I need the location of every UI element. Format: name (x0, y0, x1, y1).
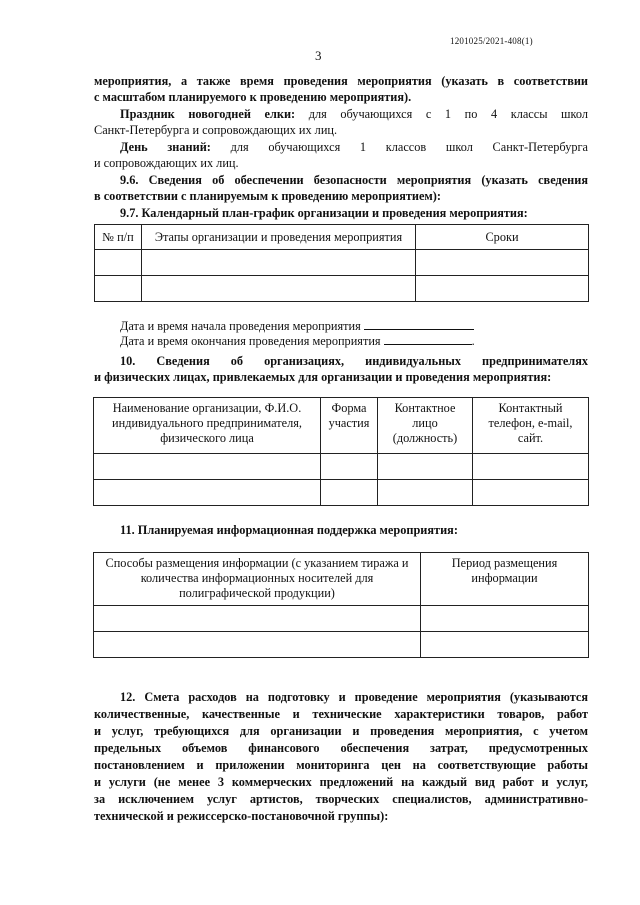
table-row (95, 276, 589, 302)
paragraph-text: для обучающихся 1 классов школ Санкт-Петербурга (210, 140, 588, 154)
date-start-label: Дата и время начала проведения мероприятия (120, 319, 361, 333)
section-line: 10. Сведения об организациях, индивидуальных предпринимателях (120, 354, 588, 368)
paragraph-new-year (94, 106, 588, 138)
section-title: 11. Планируемая информационная поддержка мероприятия: (120, 523, 458, 537)
section-9-6 (94, 172, 588, 204)
table-row (94, 606, 589, 632)
date-start-field[interactable] (364, 317, 474, 330)
paragraph-line: мероприятия, а также время проведения мероприятия (указать в соответствии (94, 74, 588, 88)
paragraph-line: и сопровождающих их лиц. (94, 156, 239, 170)
paragraph-knowledge-day (94, 139, 588, 171)
schedule-table (94, 224, 589, 302)
paragraph-line: с масштабом планируемого к проведению мероприятия). (94, 90, 412, 104)
section-line: и физических лицах, привлекаемых для организации и проведения мероприятия: (94, 370, 552, 384)
table-header: Контактное лицо (должность) (378, 398, 473, 454)
section-line: постановлением и приложении мониторинга цен на соответствующие работы (94, 758, 588, 772)
participants-table (93, 397, 589, 506)
table-header: Контактный телефон, e-mail, сайт. (473, 398, 589, 454)
table-row (94, 480, 589, 506)
paragraph-title: Праздник новогодней елки: (120, 107, 296, 121)
section-line: предельных объемов финансового обеспечения затрат, предусмотренных (94, 741, 588, 755)
section-title: 9.7. Календарный план-график организации и проведения мероприятия: (120, 206, 528, 220)
table-header: Способы размещения информации (с указанием тиража и количества информационных носителей для полиграфической продукции) (94, 553, 421, 606)
section-9-7 (94, 205, 588, 221)
section-11 (94, 522, 588, 538)
document-number: 1201025/2021-408(1) (450, 36, 533, 46)
table-row (95, 250, 589, 276)
paragraph-event-time (94, 73, 588, 105)
date-end-field[interactable] (384, 332, 472, 345)
date-end: Дата и время окончания проведения мероприятия . (120, 334, 475, 348)
table-header: Наименование организации, Ф.И.О. индивидуального предпринимателя, физического лица (94, 398, 321, 454)
table-header: Этапы организации и проведения мероприятия (142, 225, 416, 250)
section-line: количественные, качественные и технические характеристики товаров, работ (94, 707, 588, 721)
table-row (94, 454, 589, 480)
date-end-label: Дата и время окончания проведения мероприятия (120, 334, 381, 348)
section-line: технической и режиссерско-постановочной группы): (94, 809, 389, 823)
table-header: № п/п (95, 225, 142, 250)
page-number: 3 (315, 48, 322, 63)
paragraph-line: Санкт-Петербурга и сопровождающих их лиц. (94, 123, 338, 137)
paragraph-text: для обучающихся с 1 по 4 классы школ (295, 107, 588, 121)
table-header: Период размещения информации (421, 553, 589, 606)
table-header: Сроки (416, 225, 589, 250)
table-row (94, 632, 589, 658)
section-line: в соответствии с планируемым к проведению мероприятием): (94, 189, 442, 203)
section-line: за исключением услуг артистов, творческих специалистов, административно- (94, 792, 588, 806)
section-10 (94, 353, 588, 385)
section-line: и услуги (не менее 3 коммерческих предложений на каждый вид работ и услуг, (94, 775, 588, 789)
info-support-table (93, 552, 589, 658)
table-header: Форма участия (321, 398, 378, 454)
section-line: 9.6. Сведения об обеспечении безопасности мероприятия (указать сведения (120, 173, 588, 187)
section-line: 12. Смета расходов на подготовку и проведение мероприятия (указываются (120, 690, 588, 704)
section-12 (94, 689, 588, 825)
paragraph-title: День знаний: (120, 140, 211, 154)
section-line: и услуг, требующихся для организации и проведения мероприятия, с учетом (94, 724, 588, 738)
